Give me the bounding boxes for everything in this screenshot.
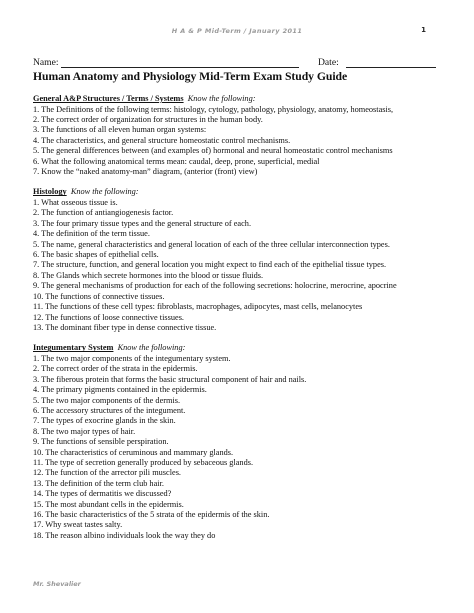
list-item: 3. The four primary tissue types and the general structure of each. (33, 218, 252, 228)
list-item: 5. The general differences between (and examples of) hormonal and neural homeostatic control mechanisms (33, 146, 393, 156)
list-item: 2. The correct order of the strata in the epidermis. (33, 364, 198, 374)
date-field[interactable] (346, 67, 436, 68)
list-item: 1. What osseous tissue is. (33, 198, 118, 208)
list-item: 9. The functions of sensible perspiration. (33, 437, 169, 447)
list-item: 10. The characteristics of ceruminous and mammary glands. (33, 447, 234, 457)
list-item: 5. The two major components of the dermis. (33, 395, 181, 405)
section (33, 187, 445, 333)
list-item: 4. The primary pigments contained in the epidermis. (33, 385, 207, 395)
list-item: 18. The reason albino individuals look the way they do (33, 530, 216, 540)
list-item: 12. The function of the arrector pili muscles. (33, 468, 181, 478)
sections-container (33, 94, 445, 541)
name-field[interactable] (61, 67, 299, 68)
list-item: 2. The function of antiangiogenesis factor. (33, 208, 174, 218)
list-item: 2. The correct order of organization for structures in the human body. (33, 115, 263, 124)
list-item: 7. The structure, function, and general location you might expect to find each of the epithelial tissue types. (33, 260, 387, 270)
document-body (33, 57, 445, 541)
list-item: 1. The Definitions of the following terms: histology, cytology, pathology, physiology, anatomy, homeostasis, (33, 104, 394, 114)
list-item: 7. The types of exocrine glands in the skin. (33, 416, 176, 426)
list-item: 4. The definition of the term tissue. (33, 229, 150, 239)
page-title: Human Anatomy and Physiology Mid-Term Exam Study Guide (33, 70, 348, 83)
list-item: 8. The two major types of hair. (33, 426, 136, 436)
date-label: Date: (318, 57, 339, 68)
section-header (33, 343, 445, 354)
footer-author: Mr. Shevalier (33, 580, 81, 588)
list-item: 16. The basic characteristics of the 5 strata of the epidermis of the skin. (33, 510, 270, 519)
section-instruction: Know the following: (117, 343, 186, 353)
list-item: 6. The basic shapes of epithelial cells. (33, 250, 159, 260)
list-item: 3. The fiberous protein that forms the basic structural component of hair and nails. (33, 374, 307, 384)
section (33, 94, 445, 177)
list-item: 11. The type of secretion generally produced by sebaceous glands. (33, 457, 254, 467)
section-instruction: Know the following: (70, 187, 139, 197)
section-heading: Integumentary System (33, 343, 114, 353)
name-label: Name: (33, 57, 59, 68)
list-item: 11. The functions of these cell types: fibroblasts, macrophages, adipocytes, mast cells, melanocytes (33, 302, 363, 312)
name-date-line (33, 57, 445, 69)
list-item: 6. The accessory structures of the integument. (33, 405, 186, 415)
list-item: 14. The types of dermatitis we discussed? (33, 489, 172, 499)
section-heading: General A&P Structures / Terms / Systems (33, 94, 184, 103)
list-item: 12. The functions of loose connective tissues. (33, 312, 185, 322)
section-header (33, 187, 445, 198)
section-heading: Histology (33, 187, 67, 197)
list-item: 17. Why sweat tastes salty. (33, 520, 123, 530)
list-item: 5. The name, general characteristics and general location of each of the three cellular interconnection types. (33, 239, 390, 249)
list-item: 15. The most abundant cells in the epidermis. (33, 499, 184, 509)
section-header (33, 94, 445, 105)
list-item: 8. The Glands which secrete hormones into the blood or tissue fluids. (33, 270, 264, 280)
list-item: 1. The two major components of the integumentary system. (33, 353, 231, 363)
list-item: 7. Know the “naked anatomy-man” diagram, (anterior (front) view) (33, 167, 258, 177)
section-instruction: Know the following: (187, 94, 256, 103)
list-item: 13. The dominant fiber type in dense connective tissue. (33, 322, 217, 332)
running-header: H A & P Mid-Term / January 2011 (171, 27, 303, 35)
list-item: 10. The functions of connective tissues. (33, 291, 165, 301)
list-item: 3. The functions of all eleven human organ systems: (33, 125, 207, 135)
page-number: 1 (421, 26, 426, 34)
list-item: 9. The general mechanisms of production for each of the following secretions: holocrine, merocrine, apocrine (33, 281, 397, 291)
list-item: 4. The characteristics, and general structure homeostatic control mechanisms. (33, 135, 291, 145)
section (33, 343, 445, 541)
list-item: 6. What the following anatomical terms mean: caudal, deep, prone, superficial, medial (33, 156, 320, 166)
list-item: 13. The definition of the term club hair. (33, 478, 164, 488)
